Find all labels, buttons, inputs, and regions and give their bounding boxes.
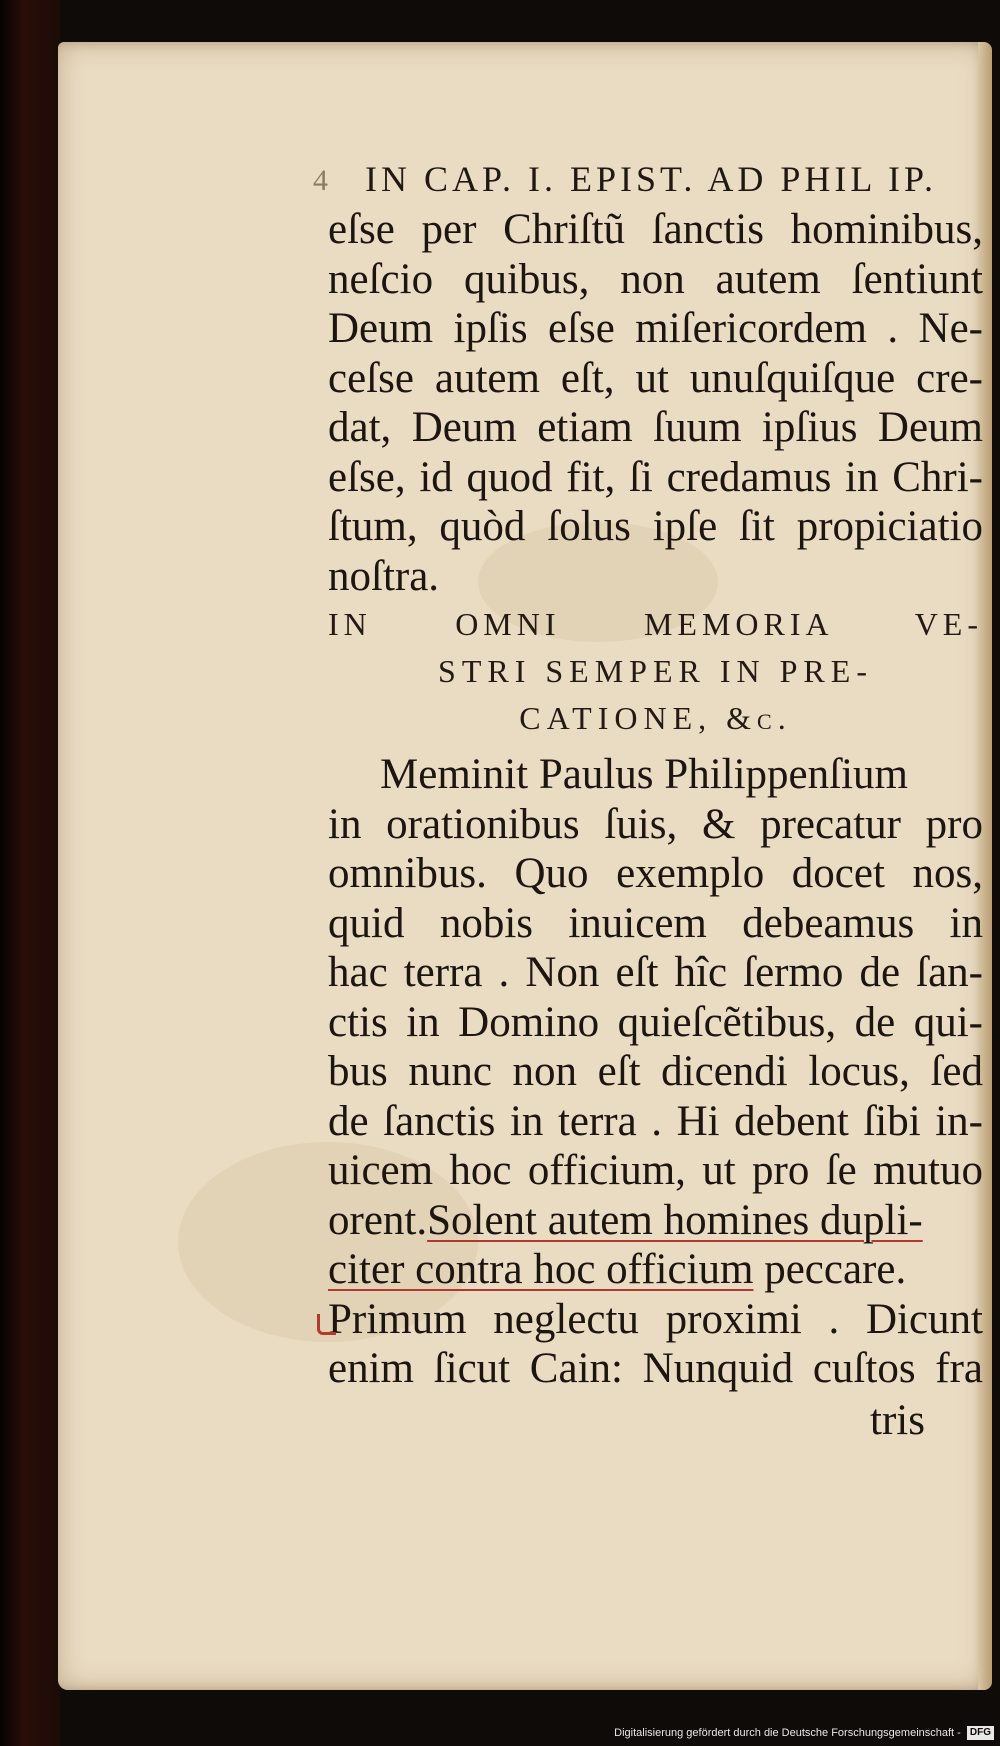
text-line: eſse per Chriſtũ ſanctis hominibus, — [328, 206, 983, 253]
text-line: hac terra . Non eſt hîc ſermo de ſan- — [328, 949, 983, 996]
footer-credit: Digitalisierung gefördert durch die Deutsche Forschungsgemeinschaft - — [614, 1727, 961, 1739]
section-heading-line: IN OMNI MEMORIA VE- — [328, 606, 983, 642]
text-line: dat, Deum etiam ſuum ipſius Deum — [328, 404, 983, 451]
dfg-logo-icon: DFG — [967, 1726, 994, 1740]
text-line: ceſse autem eſt, ut unuſquiſque cre- — [328, 354, 983, 402]
text-line: Meminit Paulus Philippenſium — [380, 751, 908, 798]
text-line: neſcio quibus, non autem ſentiunt — [328, 255, 983, 303]
text-line: Deum ipſis eſse miſericordem . Ne- — [328, 305, 983, 352]
catchword: tris — [870, 1397, 925, 1444]
text-segment: orent. — [328, 1196, 428, 1244]
text-line: uicem hoc officium, ut pro ſe mutuo — [328, 1147, 983, 1194]
spacer — [328, 742, 983, 750]
red-margin-mark — [317, 1314, 336, 1335]
spine-shadow — [0, 0, 60, 1746]
section-heading-line: CATIONE, &c. — [519, 700, 792, 736]
underlined-passage: Solent autem homines dupli- — [427, 1196, 923, 1244]
text-segment: peccare. — [753, 1246, 907, 1293]
text-line: bus nunc non eſt dicendi locus, ſed — [328, 1048, 983, 1095]
text-line: de ſanctis in terra . Hi debent ſibi in- — [328, 1097, 983, 1145]
text-line: quid nobis inuicem debeamus in — [328, 899, 983, 947]
text-line — [328, 1245, 983, 1295]
main-text — [328, 205, 983, 1394]
text-line — [328, 1196, 983, 1246]
running-title: IN CAP. I. EPIST. AD PHIL IP. — [365, 159, 938, 199]
text-line: eſse, id quod fit, ſi credamus in Chri- — [328, 453, 983, 501]
text-line: noſtra. — [328, 552, 440, 600]
underlined-passage: citer contra hoc officium — [328, 1246, 754, 1293]
text-line: ctis in Domino quieſcẽtibus, de qui- — [328, 998, 983, 1046]
folio-mark: 4 — [313, 164, 328, 197]
text-line: enim ſicut Cain: Nunquid cuſtos fra — [328, 1345, 983, 1392]
text-line: ſtum, quòd ſolus ipſe ſit propiciatio — [328, 503, 983, 550]
text-line: Primum neglectu proximi . Dicunt — [328, 1295, 983, 1343]
text-line: in orationibus ſuis, & precatur pro — [328, 800, 983, 848]
digitization-footer — [600, 1720, 1000, 1746]
text-line: omnibus. Quo exemplo docet nos, — [328, 850, 983, 897]
section-heading-line: STRI SEMPER IN PRE- — [438, 653, 873, 689]
